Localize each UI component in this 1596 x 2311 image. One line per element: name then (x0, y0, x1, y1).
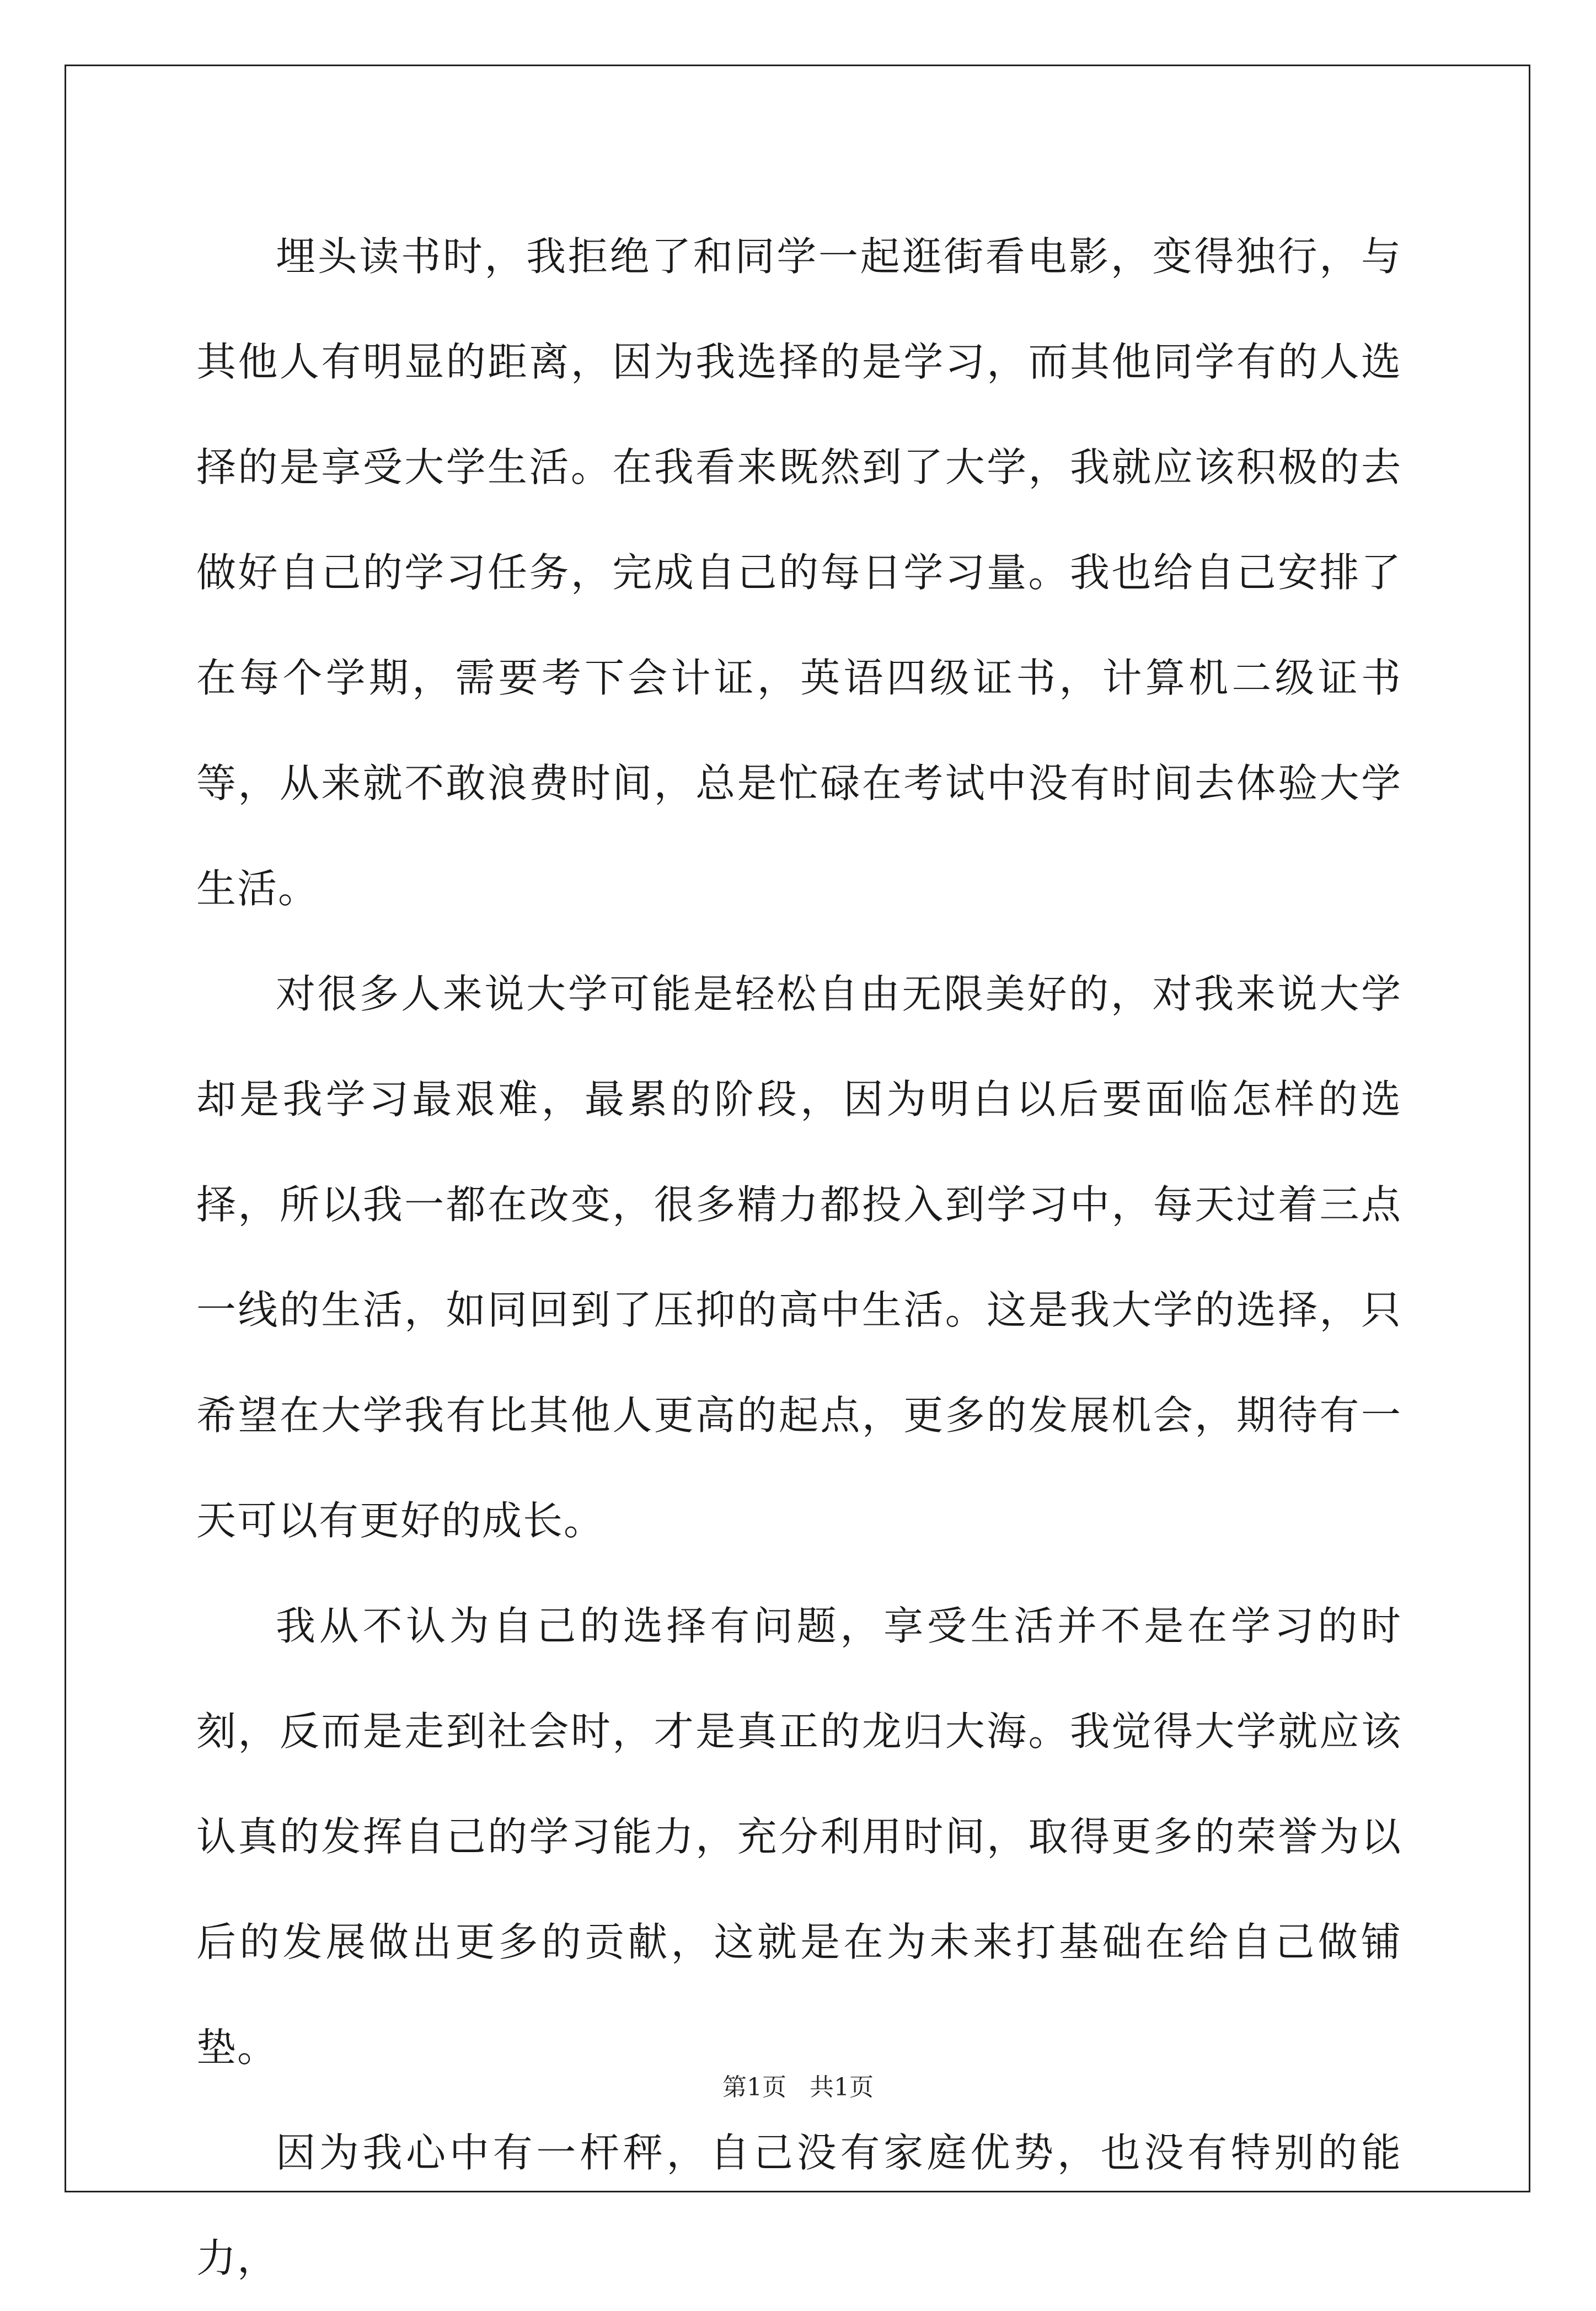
document-body (196, 204, 1402, 2311)
paragraph-4: 因为我心中有一杆秤，自己没有家庭优势，也没有特别的能力， (196, 2130, 1402, 2281)
paragraph-1: 埋头读书时，我拒绝了和同学一起逛街看电影，变得独行，与其他人有明显的距离，因为我选择的是学习，而其他同学有的人选择的是享受大学生活。在我看来既然到了大学，我就应该积极的去做好自己的学习任务，完成自己的每日学习量。我也给自己安排了在每个学期，需要考下会计证，英语四级证书，计算机二级证书等，从来就不敢浪费时间，总是忙碌在考试中没有时间去体验大学生活。 (196, 233, 1402, 912)
paragraph-2: 对很多人来说大学可能是轻松自由无限美好的，对我来说大学却是我学习最艰难，最累的阶段，因为明白以后要面临怎样的选择，所以我一都在改变，很多精力都投入到学习中，每天过着三点一线的生活，如同回到了压抑的高中生活。这是我大学的选择，只希望在大学我有比其他人更高的起点，更多的发展机会，期待有一天可以有更好的成长。 (196, 971, 1402, 1544)
paragraph-3: 我从不认为自己的选择有问题，享受生活并不是在学习的时刻，反而是走到社会时，才是真正的龙归大海。我觉得大学就应该认真的发挥自己的学习能力，充分利用时间，取得更多的荣誉为以后的发展做出更多的贡献，这就是在为未来打基础在给自己做铺垫。 (196, 1603, 1402, 2071)
page-footer: 第1页 共1页 (722, 2073, 874, 2101)
